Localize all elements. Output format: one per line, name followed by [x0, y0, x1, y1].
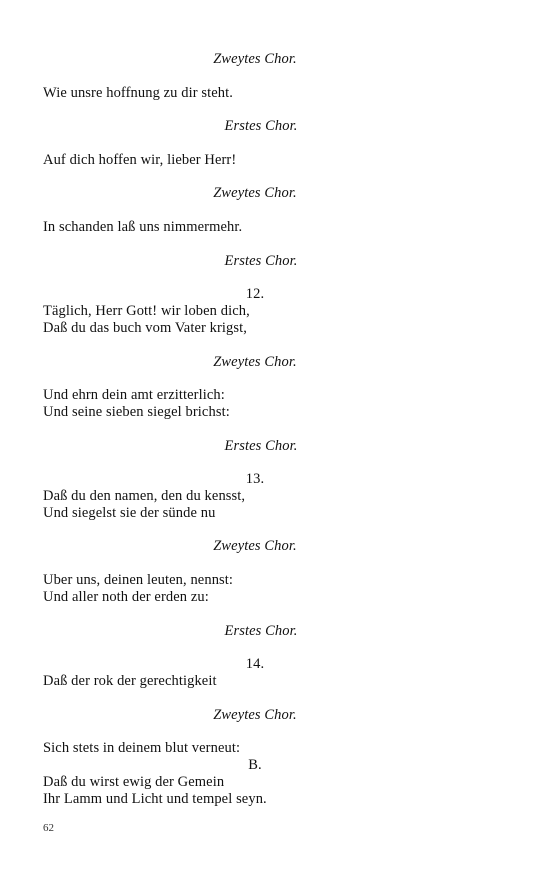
verse-line: Daß du den namen, den du kensst, — [43, 488, 246, 504]
stanza-number: 12. — [245, 286, 265, 302]
choir-heading-second: Zweytes Chor. — [213, 354, 297, 370]
verse-line: Daß du wirst ewig der Gemein — [43, 774, 225, 790]
verse-line: Und ehrn dein amt erzitterlich: — [43, 387, 225, 403]
choir-heading-first: Erstes Chor. — [224, 438, 298, 454]
choir-heading-first: Erstes Chor. — [224, 253, 298, 269]
stanza-number: 14. — [245, 656, 265, 672]
verse-line: Ihr Lamm und Licht und tempel seyn. — [43, 791, 267, 807]
verse-line: In schanden laß uns nimmermehr. — [43, 219, 243, 235]
stanza-number: 13. — [245, 471, 265, 487]
verse-line: Wie unsre hoffnung zu dir steht. — [43, 85, 234, 101]
choir-heading-second: Zweytes Chor. — [213, 538, 297, 554]
choir-heading-first: Erstes Chor. — [224, 623, 298, 639]
verse-line: Und aller noth der erden zu: — [43, 589, 209, 605]
verse-line: Und seine sieben siegel brichst: — [43, 404, 230, 420]
choir-heading-second: Zweytes Chor. — [213, 707, 297, 723]
verse-line: Uber uns, deinen leuten, nennst: — [43, 572, 234, 588]
verse-line: Sich stets in deinem blut verneut: — [43, 740, 241, 756]
verse-line: Daß der rok der gerechtigkeit — [43, 673, 217, 689]
verse-line: Daß du das buch vom Vater krigst, — [43, 320, 247, 336]
verse-line: Auf dich hoffen wir, lieber Herr! — [43, 152, 237, 168]
verse-line: Täglich, Herr Gott! wir loben dich, — [43, 303, 250, 319]
page-number: 62 — [43, 822, 54, 834]
choir-heading-second: Zweytes Chor. — [213, 185, 297, 201]
choir-heading-second: Zweytes Chor. — [213, 51, 297, 67]
signature-mark: B. — [248, 757, 262, 773]
verse-line: Und siegelst sie der sünde nu — [43, 505, 216, 521]
choir-heading-first: Erstes Chor. — [224, 118, 298, 134]
